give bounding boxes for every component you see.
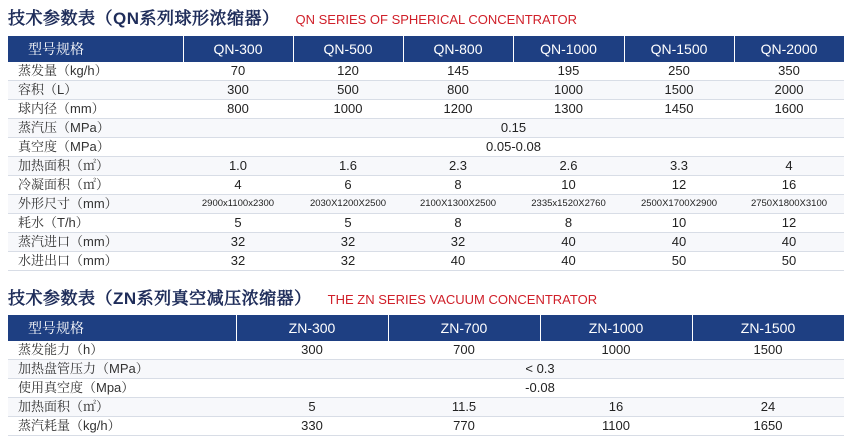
row-label: 蒸汽压（MPa） (8, 119, 183, 138)
row-label: 加热面积（㎡） (8, 398, 236, 417)
zn-title-cn: 技术参数表（ZN系列真空减压浓缩器） (8, 289, 312, 308)
value-cell: 12 (734, 214, 844, 233)
value-cell: 50 (734, 252, 844, 271)
table-row (8, 100, 844, 119)
table-row (8, 119, 844, 138)
zn-header-model: ZN-700 (388, 315, 540, 341)
row-label: 蒸汽耗量（kg/h） (8, 417, 236, 436)
row-label: 蒸发量（kg/h） (8, 62, 183, 81)
value-cell: 800 (183, 100, 293, 119)
value-cell: 700 (388, 341, 540, 360)
value-cell: 1650 (692, 417, 844, 436)
table-row (8, 398, 844, 417)
value-cell: 1100 (540, 417, 692, 436)
table-row (8, 379, 844, 398)
qn-header-model: QN-2000 (734, 36, 844, 62)
value-cell: 2750X1800X3100 (734, 195, 844, 214)
value-cell: 300 (236, 341, 388, 360)
value-cell: 40 (513, 233, 624, 252)
value-cell: 16 (734, 176, 844, 195)
zn-table-body (8, 341, 844, 436)
row-label: 使用真空度（Mpa） (8, 379, 236, 398)
table-row (8, 214, 844, 233)
table-row (8, 176, 844, 195)
zn-section-title (8, 284, 597, 309)
zn-header-row (8, 315, 844, 341)
value-cell: 50 (624, 252, 734, 271)
value-cell: 8 (403, 214, 513, 233)
table-row (8, 360, 844, 379)
value-cell: 11.5 (388, 398, 540, 417)
value-cell: 5 (293, 214, 403, 233)
merged-value-cell: < 0.3 (236, 360, 844, 379)
value-cell: 1.6 (293, 157, 403, 176)
value-cell: 3.3 (624, 157, 734, 176)
value-cell: 120 (293, 62, 403, 81)
value-cell: 40 (624, 233, 734, 252)
row-label: 加热盘管压力（MPa） (8, 360, 236, 379)
value-cell: 10 (624, 214, 734, 233)
value-cell: 500 (293, 81, 403, 100)
zn-spec-table (8, 315, 845, 436)
value-cell: 770 (388, 417, 540, 436)
value-cell: 32 (293, 233, 403, 252)
row-label: 加热面积（㎡） (8, 157, 183, 176)
value-cell: 6 (293, 176, 403, 195)
value-cell: 2500X1700X2900 (624, 195, 734, 214)
value-cell: 1500 (624, 81, 734, 100)
value-cell: 32 (183, 233, 293, 252)
table-row (8, 81, 844, 100)
value-cell: 5 (183, 214, 293, 233)
value-cell: 4 (183, 176, 293, 195)
value-cell: 40 (513, 252, 624, 271)
value-cell: 1000 (513, 81, 624, 100)
value-cell: 70 (183, 62, 293, 81)
value-cell: 32 (403, 233, 513, 252)
value-cell: 350 (734, 62, 844, 81)
value-cell: 250 (624, 62, 734, 81)
value-cell: 32 (293, 252, 403, 271)
value-cell: 10 (513, 176, 624, 195)
table-row (8, 341, 844, 360)
zn-header-label: 型号规格 (8, 315, 236, 341)
row-label: 冷凝面积（㎡） (8, 176, 183, 195)
merged-value-cell: -0.08 (236, 379, 844, 398)
table-row (8, 138, 844, 157)
value-cell: 330 (236, 417, 388, 436)
value-cell: 195 (513, 62, 624, 81)
qn-spec-table (8, 36, 845, 271)
value-cell: 40 (734, 233, 844, 252)
value-cell: 40 (403, 252, 513, 271)
value-cell: 5 (236, 398, 388, 417)
qn-header-model: QN-800 (403, 36, 513, 62)
row-label: 球内径（mm） (8, 100, 183, 119)
table-row (8, 252, 844, 271)
value-cell: 8 (403, 176, 513, 195)
row-label: 真空度（MPa） (8, 138, 183, 157)
value-cell: 8 (513, 214, 624, 233)
zn-title-en: THE ZN SERIES VACUUM CONCENTRATOR (327, 292, 598, 307)
value-cell: 1000 (293, 100, 403, 119)
value-cell: 2100X1300X2500 (403, 195, 513, 214)
zn-header-model: ZN-1000 (540, 315, 692, 341)
table-row (8, 195, 844, 214)
qn-header-model: QN-300 (183, 36, 293, 62)
value-cell: 1.0 (183, 157, 293, 176)
qn-title-en: QN SERIES OF SPHERICAL CONCENTRATOR (295, 12, 577, 27)
qn-header-row (8, 36, 844, 62)
value-cell: 24 (692, 398, 844, 417)
qn-table-body (8, 62, 844, 271)
value-cell: 800 (403, 81, 513, 100)
value-cell: 1300 (513, 100, 624, 119)
qn-header-model: QN-500 (293, 36, 403, 62)
value-cell: 4 (734, 157, 844, 176)
zn-header-model: ZN-300 (236, 315, 388, 341)
zn-header-model: ZN-1500 (692, 315, 844, 341)
merged-value-cell: 0.05-0.08 (183, 138, 844, 157)
value-cell: 1500 (692, 341, 844, 360)
table-row (8, 62, 844, 81)
value-cell: 1000 (540, 341, 692, 360)
merged-value-cell: 0.15 (183, 119, 844, 138)
row-label: 耗水（T/h） (8, 214, 183, 233)
value-cell: 1600 (734, 100, 844, 119)
value-cell: 2030X1200X2500 (293, 195, 403, 214)
table-row (8, 233, 844, 252)
row-label: 容积（L） (8, 81, 183, 100)
value-cell: 12 (624, 176, 734, 195)
value-cell: 2.6 (513, 157, 624, 176)
value-cell: 2900x1100x2300 (183, 195, 293, 214)
qn-section-title (8, 4, 577, 29)
row-label: 外形尺寸（mm） (8, 195, 183, 214)
value-cell: 2335x1520X2760 (513, 195, 624, 214)
qn-header-label: 型号规格 (8, 36, 183, 62)
qn-title-cn: 技术参数表（QN系列球形浓缩器） (8, 9, 280, 28)
row-label: 蒸发能力（h） (8, 341, 236, 360)
value-cell: 2.3 (403, 157, 513, 176)
qn-header-model: QN-1000 (513, 36, 624, 62)
value-cell: 300 (183, 81, 293, 100)
value-cell: 145 (403, 62, 513, 81)
table-row (8, 417, 844, 436)
value-cell: 1450 (624, 100, 734, 119)
value-cell: 32 (183, 252, 293, 271)
value-cell: 16 (540, 398, 692, 417)
row-label: 蒸汽进口（mm） (8, 233, 183, 252)
value-cell: 2000 (734, 81, 844, 100)
table-row (8, 157, 844, 176)
qn-header-model: QN-1500 (624, 36, 734, 62)
value-cell: 1200 (403, 100, 513, 119)
row-label: 水进出口（mm） (8, 252, 183, 271)
